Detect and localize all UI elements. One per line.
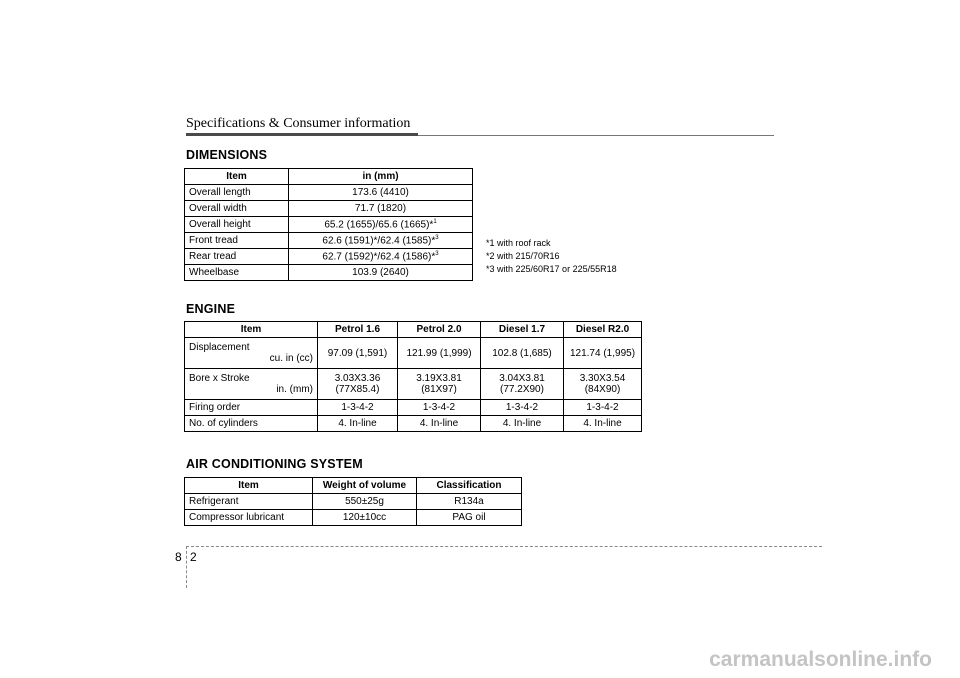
dimensions-cell-label: Wheelbase bbox=[185, 265, 289, 281]
ac-cell-value: 550±25g bbox=[313, 494, 417, 510]
engine-header-diesel-1-7: Diesel 1.7 bbox=[481, 322, 564, 338]
page-rule bbox=[186, 546, 822, 547]
ac-cell-value: 120±10cc bbox=[313, 510, 417, 526]
footnote bbox=[486, 237, 617, 250]
page-chapter: 8 bbox=[175, 550, 182, 564]
engine-table bbox=[184, 321, 642, 432]
footnote-mark: 3 bbox=[435, 250, 439, 257]
bore-stroke-mm: (77.2X90) bbox=[500, 384, 544, 395]
engine-cell-value: 121.74 (1,995) bbox=[564, 338, 642, 369]
dimensions-cell-label: Overall width bbox=[185, 201, 289, 217]
engine-cell-value: 97.09 (1,591) bbox=[318, 338, 398, 369]
header-bar bbox=[186, 133, 418, 136]
dimensions-cell-value: 71.7 (1820) bbox=[289, 201, 473, 217]
engine-cell-value: 1-3-4-2 bbox=[398, 400, 481, 416]
table-row bbox=[185, 185, 473, 201]
engine-cell-label: Firing order bbox=[185, 400, 318, 416]
front-tread-value: 62.6 (1591)*/62.4 (1585)* bbox=[322, 235, 436, 247]
engine-cell-value: 4. In-line bbox=[318, 416, 398, 432]
table-row bbox=[185, 201, 473, 217]
footnote-mark: 1 bbox=[433, 218, 437, 225]
footnote-text: with 215/70R16 bbox=[494, 251, 560, 261]
engine-cell-value: 1-3-4-2 bbox=[481, 400, 564, 416]
engine-cell-value: 4. In-line bbox=[398, 416, 481, 432]
footnote bbox=[486, 263, 617, 276]
engine-cell-label bbox=[185, 369, 318, 400]
ac-header-item: Item bbox=[185, 478, 313, 494]
engine-header-item: Item bbox=[185, 322, 318, 338]
dimensions-cell-value: 103.9 (2640) bbox=[289, 265, 473, 281]
page-vrule bbox=[186, 546, 187, 588]
ac-cell-value: PAG oil bbox=[417, 510, 522, 526]
bore-stroke-mm: (84X90) bbox=[584, 384, 621, 395]
watermark: carmanualsonline.info bbox=[709, 648, 932, 671]
bore-stroke-mm: (81X97) bbox=[421, 384, 457, 395]
engine-title: ENGINE bbox=[186, 302, 236, 316]
engine-cell-value: 1-3-4-2 bbox=[318, 400, 398, 416]
dimensions-cell-label: Rear tread bbox=[185, 249, 289, 265]
engine-cell-value: 102.8 (1,685) bbox=[481, 338, 564, 369]
dimensions-cell-label: Front tread bbox=[185, 233, 289, 249]
dimensions-footnotes bbox=[486, 237, 617, 276]
engine-cell-value bbox=[398, 369, 481, 400]
table-row bbox=[185, 249, 473, 265]
footnote-text: with roof rack bbox=[494, 238, 551, 248]
dimensions-header-item: Item bbox=[185, 169, 289, 185]
overall-height-value: 65.2 (1655)/65.6 (1665)* bbox=[324, 219, 434, 231]
footnote-mark: *2 bbox=[486, 251, 495, 261]
ac-table bbox=[184, 477, 522, 526]
dimensions-table bbox=[184, 168, 473, 281]
ac-header-weight: Weight of volume bbox=[313, 478, 417, 494]
ac-cell-value: R134a bbox=[417, 494, 522, 510]
dimensions-cell-value bbox=[289, 233, 473, 249]
table-row bbox=[185, 265, 473, 281]
engine-cell-value bbox=[481, 369, 564, 400]
table-row bbox=[185, 369, 642, 400]
dimensions-title: DIMENSIONS bbox=[186, 148, 268, 162]
engine-cell-value bbox=[564, 369, 642, 400]
dimensions-cell-label: Overall length bbox=[185, 185, 289, 201]
displacement-unit: cu. in (cc) bbox=[269, 353, 313, 364]
rear-tread-value: 62.7 (1592)*/62.4 (1586)* bbox=[322, 251, 436, 263]
ac-title: AIR CONDITIONING SYSTEM bbox=[186, 457, 363, 471]
engine-cell-value: 121.99 (1,999) bbox=[398, 338, 481, 369]
bore-stroke-mm: (77X85.4) bbox=[335, 384, 380, 395]
header-title: Specifications & Consumer information bbox=[186, 116, 411, 131]
table-row bbox=[185, 494, 522, 510]
header-rule bbox=[418, 135, 774, 136]
engine-cell-value: 4. In-line bbox=[564, 416, 642, 432]
table-row bbox=[185, 217, 473, 233]
engine-cell-value bbox=[318, 369, 398, 400]
displacement-label: Displacement bbox=[189, 342, 250, 353]
table-row bbox=[185, 338, 642, 369]
engine-header-row bbox=[185, 322, 642, 338]
bore-stroke-in: 3.03X3.36 bbox=[334, 373, 381, 384]
footnote bbox=[486, 250, 617, 263]
table-row bbox=[185, 416, 642, 432]
table-row bbox=[185, 400, 642, 416]
engine-cell-label bbox=[185, 338, 318, 369]
engine-cell-value: 4. In-line bbox=[481, 416, 564, 432]
footnote-text: with 225/60R17 or 225/55R18 bbox=[494, 264, 617, 274]
dimensions-cell-label: Overall height bbox=[185, 217, 289, 233]
engine-cell-label: No. of cylinders bbox=[185, 416, 318, 432]
bore-stroke-unit: in. (mm) bbox=[276, 384, 313, 395]
engine-cell-value: 1-3-4-2 bbox=[564, 400, 642, 416]
dimensions-header-row bbox=[185, 169, 473, 185]
footnote-mark: *1 bbox=[486, 238, 495, 248]
bore-stroke-in: 3.19X3.81 bbox=[416, 373, 462, 384]
dimensions-cell-value bbox=[289, 217, 473, 233]
ac-cell-label: Compressor lubricant bbox=[185, 510, 313, 526]
dimensions-cell-value: 173.6 (4410) bbox=[289, 185, 473, 201]
page-number: 2 bbox=[190, 550, 197, 564]
bore-stroke-in: 3.04X3.81 bbox=[499, 373, 545, 384]
footnote-mark: 3 bbox=[435, 234, 439, 241]
dimensions-header-unit: in (mm) bbox=[289, 169, 473, 185]
engine-header-petrol-1-6: Petrol 1.6 bbox=[318, 322, 398, 338]
bore-stroke-in: 3.30X3.54 bbox=[579, 373, 626, 384]
dimensions-cell-value bbox=[289, 249, 473, 265]
ac-header-classification: Classification bbox=[417, 478, 522, 494]
engine-header-petrol-2-0: Petrol 2.0 bbox=[398, 322, 481, 338]
engine-header-diesel-r2-0: Diesel R2.0 bbox=[564, 322, 642, 338]
ac-cell-label: Refrigerant bbox=[185, 494, 313, 510]
table-row bbox=[185, 510, 522, 526]
ac-header-row bbox=[185, 478, 522, 494]
bore-stroke-label: Bore x Stroke bbox=[189, 373, 250, 384]
footnote-mark: *3 bbox=[486, 264, 495, 274]
table-row bbox=[185, 233, 473, 249]
